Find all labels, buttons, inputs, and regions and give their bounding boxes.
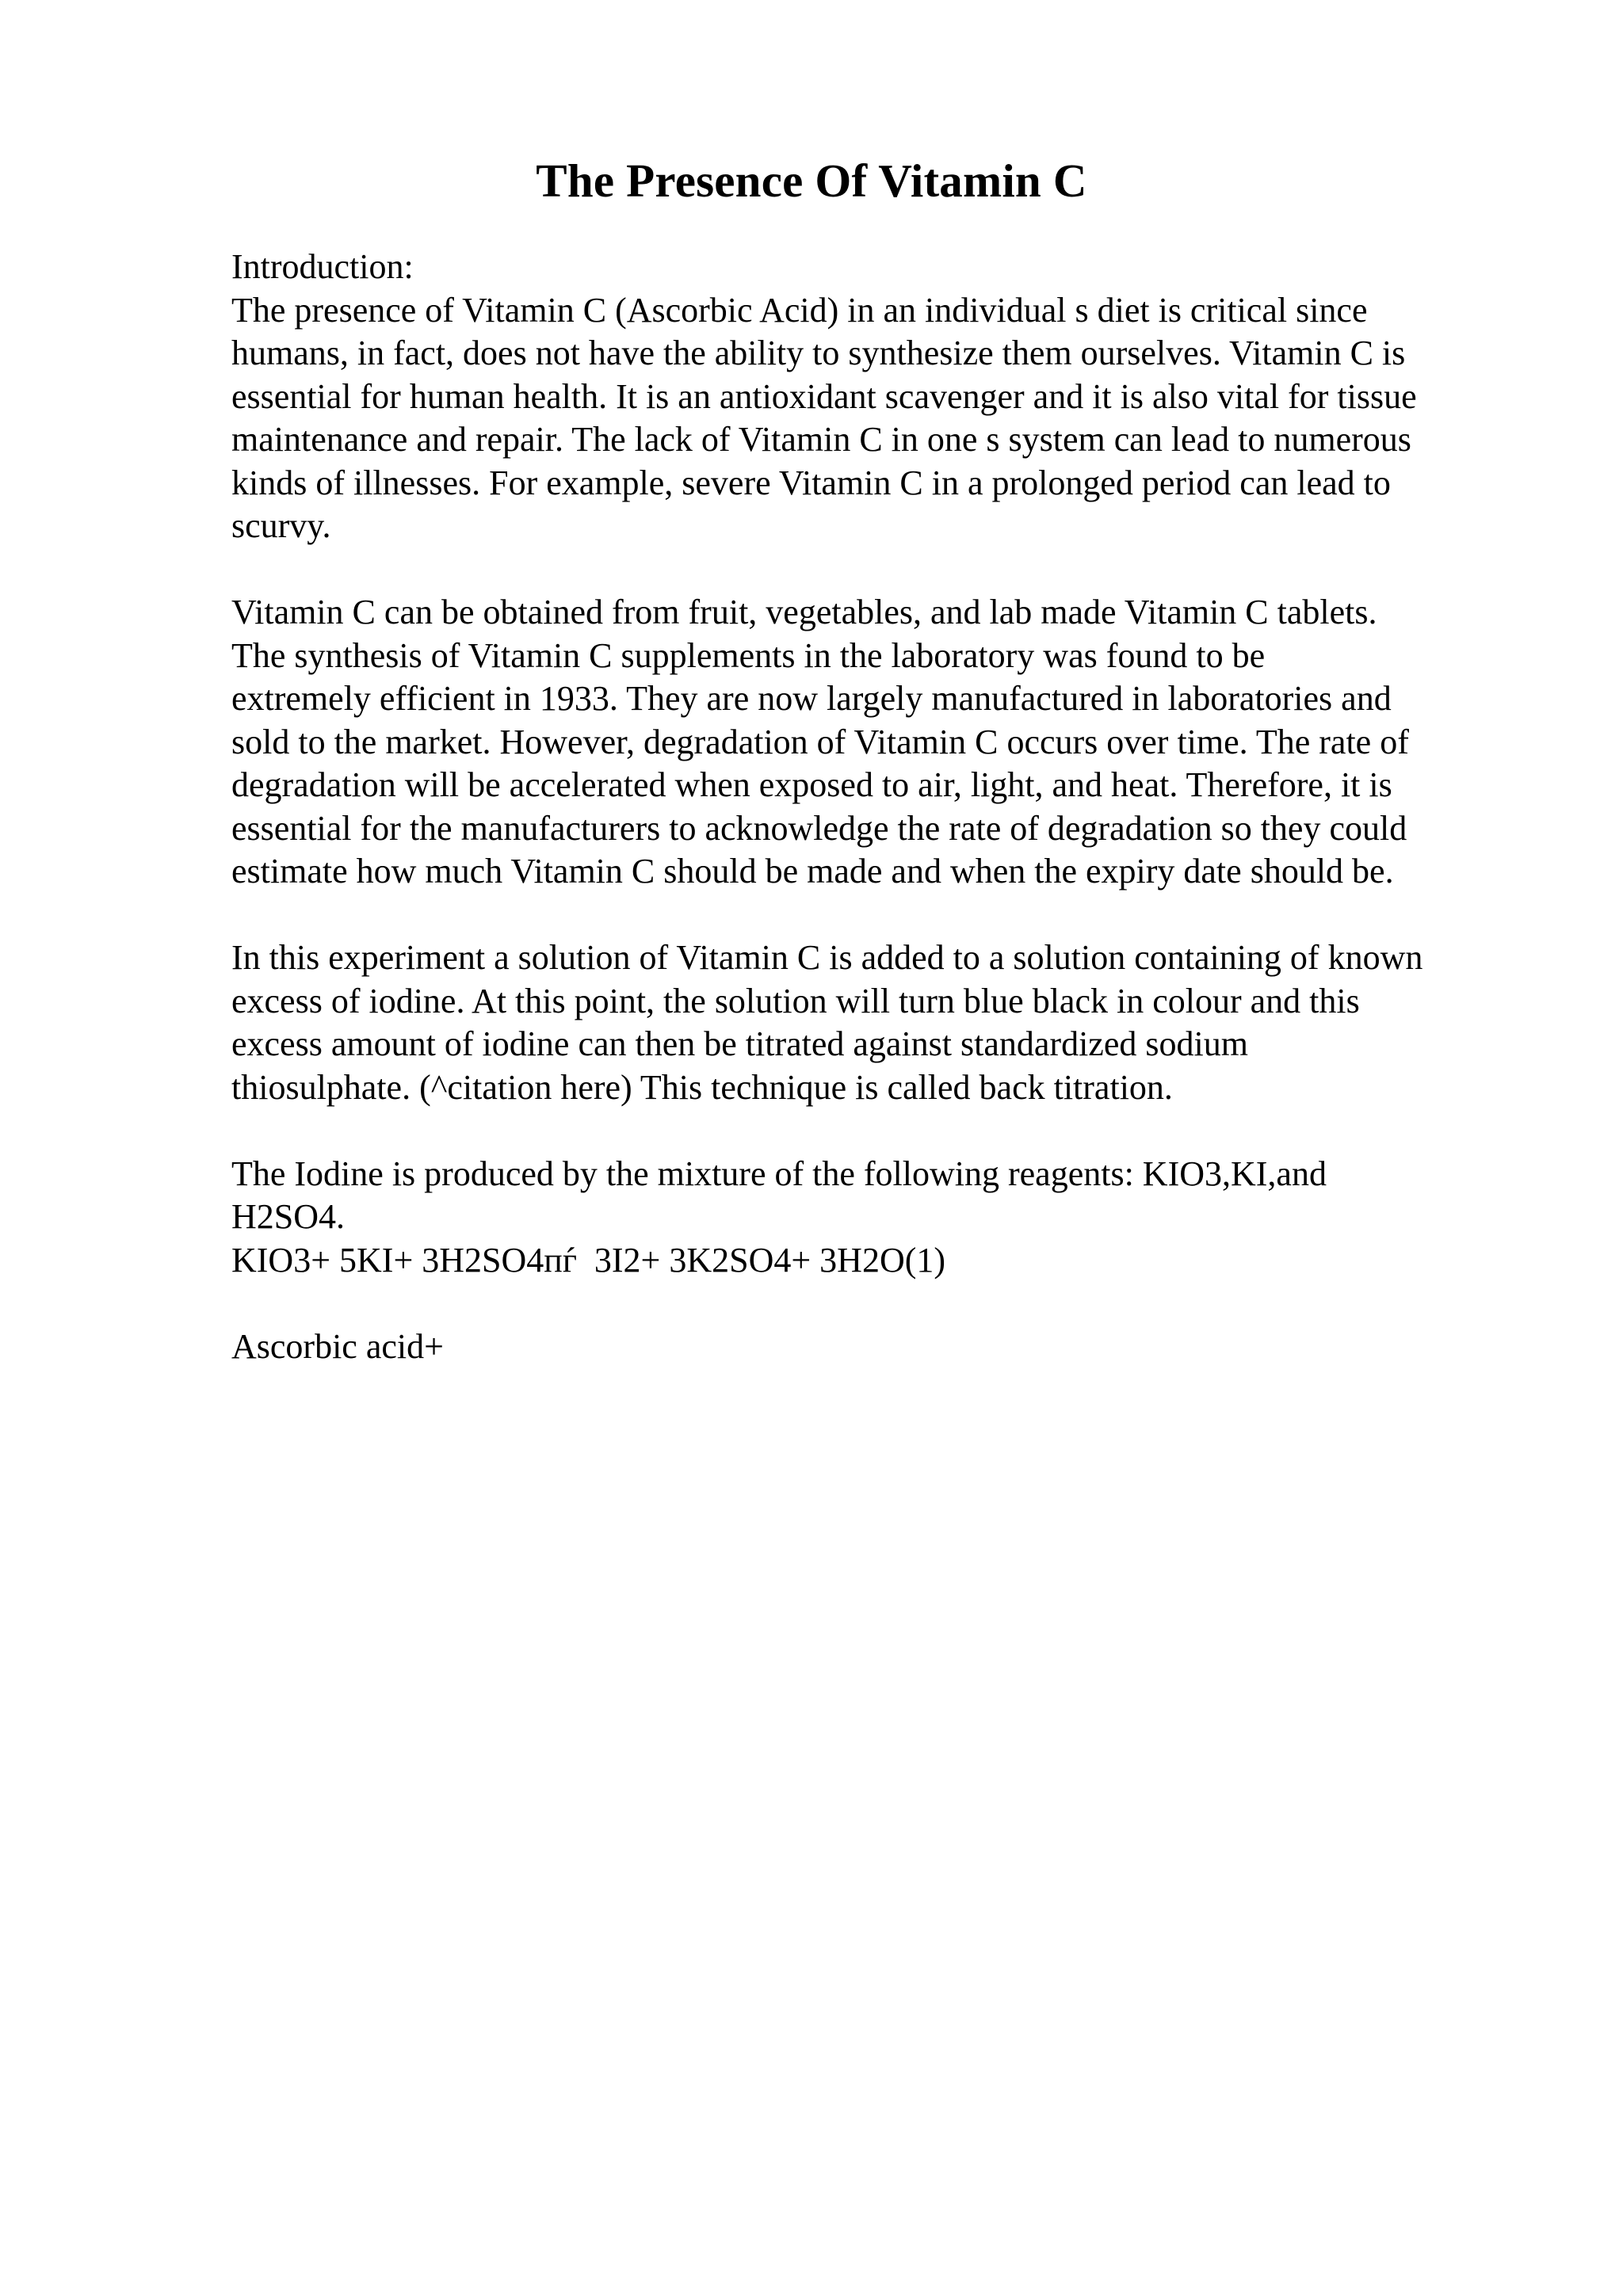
paragraph-line: Vitamin C can be obtained from fruit, vegetables, and lab made Vitamin C tablets.	[231, 593, 1377, 631]
paragraph-spacer	[231, 894, 1515, 937]
paragraph-sources	[231, 591, 1515, 894]
paragraph-line: H2SO4.	[231, 1197, 346, 1236]
paragraph-line: maintenance and repair. The lack of Vitamin C in one s system can lead to numerous	[231, 420, 1411, 459]
paragraph-line: sold to the market. However, degradation of Vitamin C occurs over time. The rate of	[231, 722, 1409, 761]
paragraph-spacer	[231, 1282, 1515, 1325]
paragraph-line: scurvy.	[231, 506, 331, 545]
paragraph-line: The presence of Vitamin C (Ascorbic Acid) in an individual s diet is critical since	[231, 290, 1368, 330]
paragraph-intro	[231, 289, 1515, 548]
paragraph-line: essential for the manufacturers to acknowledge the rate of degradation so they could	[231, 808, 1407, 848]
paragraph-line: The Iodine is produced by the mixture of the following reagents: KIO3,KI,and	[231, 1154, 1327, 1193]
paragraph-line: extremely efficient in 1933. They are now largely manufactured in laboratories and	[231, 679, 1392, 718]
paragraph-ascorbic	[231, 1325, 1515, 1369]
chemical-equation: KIO3+ 5KI+ 3H2SO4пѓ 3I2+ 3K2SO4+ 3H2O(1)	[231, 1240, 946, 1280]
paragraph-line: essential for human health. It is an antioxidant scavenger and it is also vital for tissue	[231, 376, 1417, 416]
paragraph-line: degradation will be accelerated when exposed to air, light, and heat. Therefore, it is	[231, 765, 1392, 804]
paragraph-line: excess amount of iodine can then be titrated against standardized sodium	[231, 1024, 1248, 1063]
intro-heading: Introduction:	[231, 247, 414, 286]
document-body	[231, 246, 1515, 1368]
paragraph-iodine	[231, 1153, 1515, 1283]
paragraph-spacer	[231, 548, 1515, 592]
paragraph-spacer	[231, 1109, 1515, 1153]
document-title: The Presence Of Vitamin C	[536, 154, 1087, 207]
paragraph-line: kinds of illnesses. For example, severe Vitamin C in a prolonged period can lead to	[231, 463, 1391, 502]
paragraph-line: Ascorbic acid+	[231, 1326, 444, 1366]
paragraph-line: thiosulphate. (^citation here) This technique is called back titration.	[231, 1067, 1173, 1107]
paragraph-line: In this experiment a solution of Vitamin C is added to a solution containing of known	[231, 938, 1423, 977]
paragraph-experiment	[231, 936, 1515, 1109]
paragraph-line: estimate how much Vitamin C should be made and when the expiry date should be.	[231, 852, 1394, 891]
paragraph-line: humans, in fact, does not have the ability to synthesize them ourselves. Vitamin C is	[231, 334, 1406, 372]
paragraph-line: The synthesis of Vitamin C supplements in the laboratory was found to be	[231, 635, 1266, 675]
paragraph-line: excess of iodine. At this point, the solution will turn blue black in colour and this	[231, 981, 1360, 1020]
